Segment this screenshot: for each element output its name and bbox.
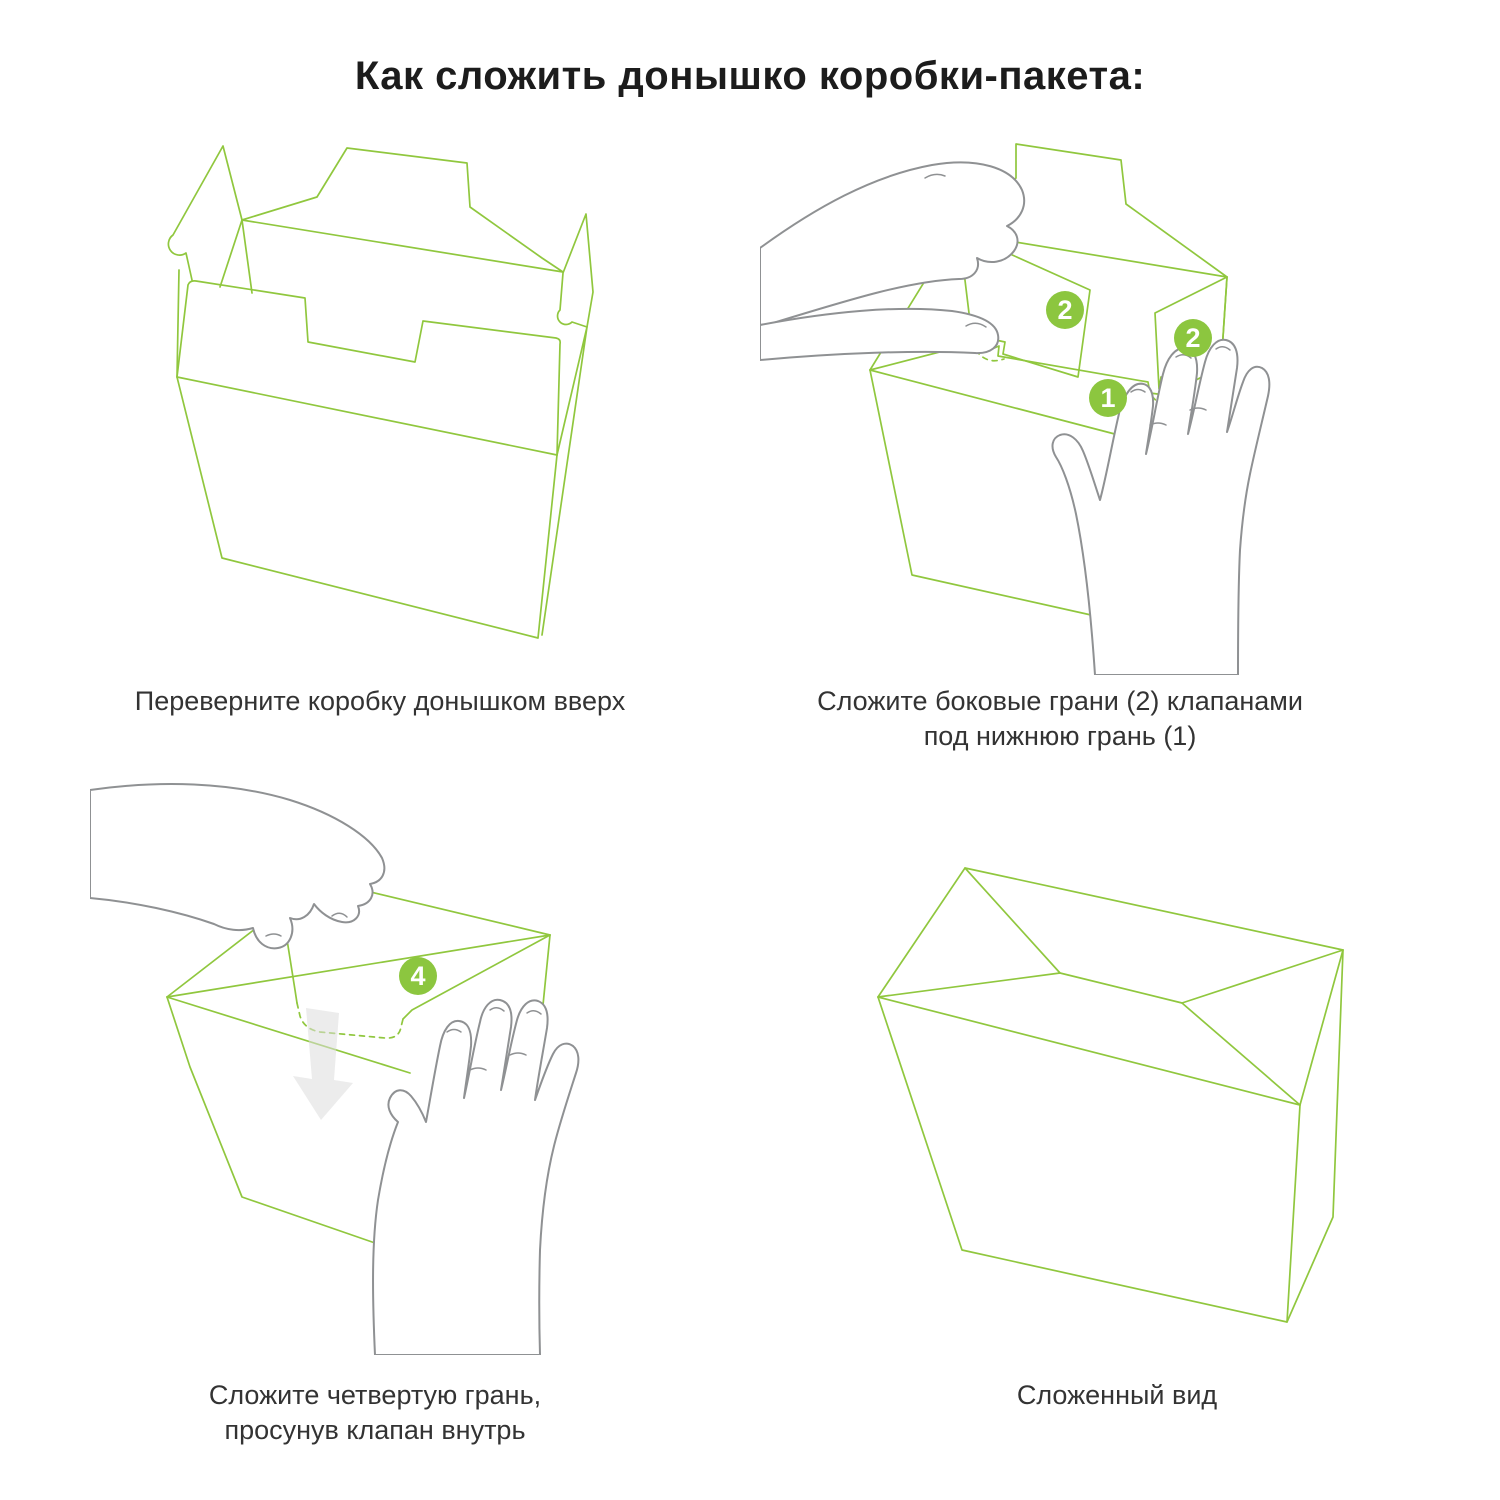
step-2-panel (760, 130, 1410, 675)
step-4-caption: Сложенный вид (1016, 1380, 1218, 1410)
step-2-illustration (760, 130, 1410, 675)
folded-box-outline (878, 868, 1343, 1322)
badge-4 (399, 957, 437, 995)
step-1-illustration (130, 130, 690, 670)
front-fold-line (177, 377, 557, 455)
step-1-caption: Переверните коробку донышком вверх (134, 686, 626, 716)
right-hand (373, 1000, 578, 1355)
top-hand (90, 784, 384, 948)
front-rim (167, 997, 410, 1073)
svg-text:2: 2 (1057, 295, 1073, 325)
front-flap (177, 281, 560, 455)
step-3-panel (90, 770, 710, 1355)
box-right-side (542, 327, 587, 635)
step-2-caption: Сложите боковые грани (2) клапанами под нижнюю грань (1) (817, 686, 1303, 751)
back-fold-line (242, 220, 563, 272)
left-flap (168, 146, 242, 280)
badge-1 (1089, 379, 1127, 417)
left-hand (760, 162, 1024, 360)
page-title: Как сложить донышко коробки-пакета: (354, 54, 1146, 98)
step-1-panel (130, 130, 690, 670)
badge-2-left (1046, 291, 1084, 329)
right-flap (558, 214, 593, 327)
box-open-bottom (168, 146, 593, 638)
step-4-panel (860, 850, 1380, 1350)
step-4-illustration (860, 850, 1380, 1350)
right-hand (1053, 340, 1270, 675)
box-body (177, 270, 557, 638)
step-3-illustration (90, 770, 710, 1355)
step-3-caption: Сложите четвертую грань, просунув клапан внутрь (208, 1380, 542, 1445)
svg-text:2: 2 (1185, 323, 1201, 353)
back-flap (242, 148, 563, 272)
down-arrow-icon (293, 1008, 353, 1120)
svg-text:1: 1 (1100, 383, 1116, 413)
badge-2-right (1174, 319, 1212, 357)
svg-text:4: 4 (410, 961, 426, 991)
